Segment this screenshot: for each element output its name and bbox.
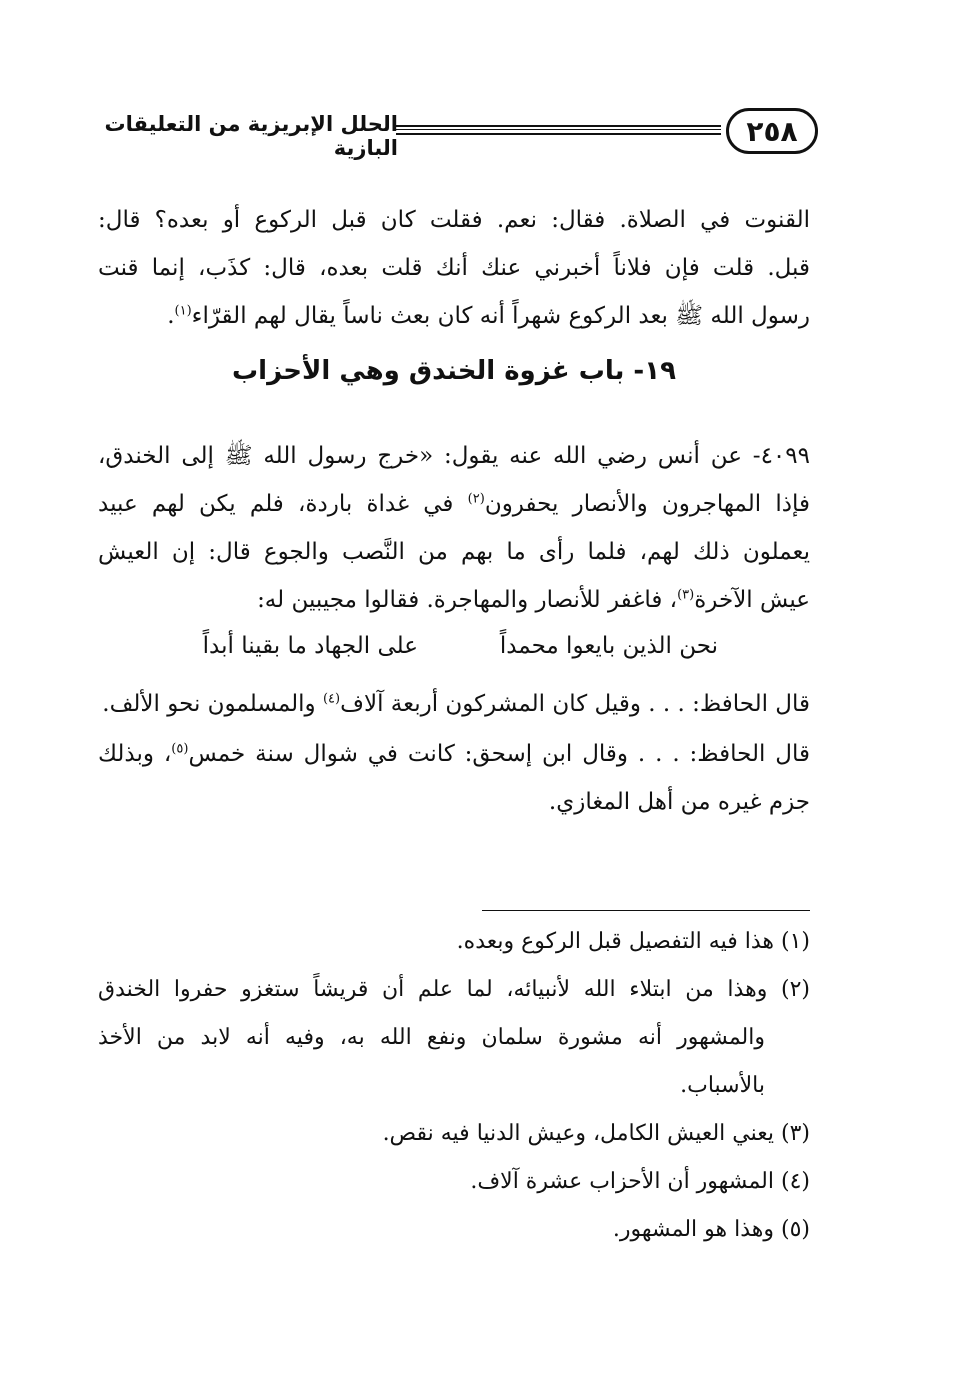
text-line: جزم غيره من أهل المغازي. xyxy=(548,789,810,815)
footnotes xyxy=(98,918,810,1254)
footnote-ref: (١) xyxy=(174,303,192,319)
text-segment: ، وبذلك xyxy=(98,741,172,767)
footnote-ref: (٤) xyxy=(322,691,341,707)
paragraph-continuation xyxy=(98,196,810,340)
text-segment: عيش الآخرة xyxy=(694,587,810,613)
hafiz-comment-2 xyxy=(98,730,810,826)
text-line xyxy=(98,576,810,624)
text-segment: ، فاغفر للأنصار والمهاجرة. فقالوا مجيبين له: xyxy=(257,587,678,613)
footnote-ref: (٣) xyxy=(677,587,695,603)
page-header xyxy=(98,108,818,158)
footnote-number: (٥) xyxy=(780,1217,810,1242)
hadith-paragraph xyxy=(98,432,810,624)
footnote-text: المشهور أن الأحزاب عشرة آلاف. xyxy=(470,1169,774,1194)
verse-hemistich-1: نحن الذين بايعوا محمداً xyxy=(499,633,718,659)
hafiz-comment-1 xyxy=(98,680,810,728)
footnote-2-continuation: بالأسباب. xyxy=(680,1073,765,1098)
text-line: قبل. قلت فإن فلاناً أخبرني عنك أنك قلت بعده، قال: كذَب، إنما قنت xyxy=(98,255,810,281)
page-number: ٢٥٨ xyxy=(726,108,818,154)
text-segment: قال الحافظ: . . . وقيل كان المشركون أربعة آلاف xyxy=(340,691,810,717)
chapter-heading: ١٩- باب غزوة الخندق وهي الأحزاب xyxy=(232,356,676,386)
footnote-text: يعني العيش الكامل، وعيش الدنيا فيه نقص. xyxy=(382,1121,774,1146)
poetry-verse xyxy=(98,622,810,670)
footnote-text: هذا فيه التفصيل قبل الركوع وبعده. xyxy=(456,929,774,954)
text-line xyxy=(98,480,810,528)
text-line: ٤٠٩٩- عن أنس رضي الله عنه يقول: «خرج رسول الله ﷺ إلى الخندق، xyxy=(98,443,810,469)
text-line: يعملون ذلك لهم، فلما رأى ما بهم من النَّصب والجوع قال: إن العيش xyxy=(98,539,810,565)
footnote-separator xyxy=(482,910,810,911)
text-segment: رسول الله ﷺ بعد الركوع شهراً أنه كان بعث ناساً يقال لهم القرّاء xyxy=(191,303,810,329)
text-segment: قال الحافظ: . . . وقال ابن إسحق: كانت في شوال سنة خمس xyxy=(188,741,810,767)
text-line: القنوت في الصلاة. فقال: نعم. فقلت كان قبل الركوع أو بعده؟ قال: xyxy=(98,207,810,233)
text-line xyxy=(98,680,810,728)
text-segment: . xyxy=(167,303,175,329)
footnote-4 xyxy=(98,1158,810,1206)
footnote-ref: (٥) xyxy=(171,741,189,757)
verse-hemistich-2: على الجهاد ما بقينا أبداً xyxy=(202,633,418,659)
footnote-2-continuation: والمشهور أنه مشورة سلمان ونفع الله به، وفيه أنه لابد من الأخذ xyxy=(98,1025,765,1050)
header-rule xyxy=(396,125,721,135)
text-line xyxy=(98,730,810,778)
footnote-1 xyxy=(98,918,810,966)
footnote-number: (٣) xyxy=(780,1121,810,1146)
footnote-text: وهذا هو المشهور. xyxy=(612,1217,774,1242)
footnote-5 xyxy=(98,1206,810,1254)
text-segment: في غداة باردة، فلم يكن لهم عبيد xyxy=(98,491,454,517)
footnote-number: (٢) xyxy=(780,977,810,1002)
running-title: الحلل الإبريزية من التعليقات البازية xyxy=(104,112,398,160)
text-line xyxy=(98,292,810,340)
footnote-ref: (٢) xyxy=(467,491,485,507)
footnote-number: (٤) xyxy=(780,1169,810,1194)
text-segment: والمسلمون نحو الألف. xyxy=(102,691,323,717)
footnote-number: (١) xyxy=(780,929,810,954)
text-segment: فإذا المهاجرون والأنصار يحفرون xyxy=(484,491,810,517)
footnote-3 xyxy=(98,1110,810,1158)
footnote-2 xyxy=(98,966,810,1014)
footnote-text: وهذا من ابتلاء الله لأنبيائه، لما علم أن قريشاً ستغزو حفروا الخندق xyxy=(98,977,768,1002)
